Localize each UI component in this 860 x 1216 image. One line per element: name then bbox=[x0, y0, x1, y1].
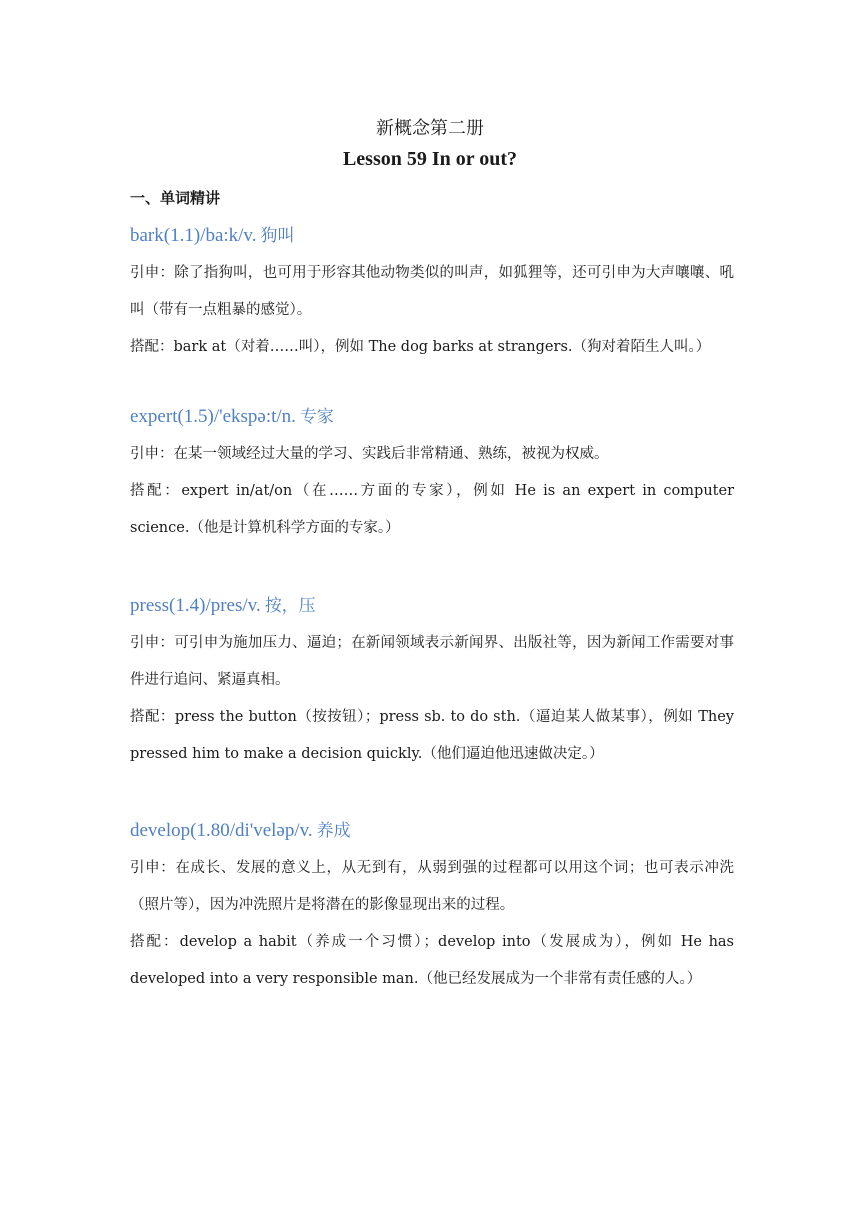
extension-label: 引申： bbox=[130, 635, 175, 651]
entry-headword-line bbox=[130, 591, 734, 621]
collocation-label: 搭配： bbox=[130, 934, 180, 950]
lesson-title: Lesson 59 In or out? bbox=[342, 148, 518, 170]
extension-label: 引申： bbox=[130, 265, 175, 281]
collocation-label: 搭配： bbox=[130, 483, 182, 499]
collocation-text: press the button（按按钮）；press sb. to do sth.（逼迫某人做某事），例如 They pressed him to make a decision quickly.（他们逼迫他迅速做决定。） bbox=[130, 709, 735, 762]
headword-meaning: 专家 bbox=[299, 407, 334, 427]
extension-text: 除了指狗叫，也可用于形容其他动物类似的叫声，如狐狸等，还可引申为大声嚷嚷、吼叫（带有一点粗暴的感觉）。 bbox=[130, 265, 735, 318]
collocation-text: bark at（对着……叫），例如 The dog barks at strangers.（狗对着陌生人叫。） bbox=[173, 339, 711, 355]
collocation-text: expert in/at/on（在……方面的专家），例如 He is an expert in computer science.（他是计算机科学方面的专家。） bbox=[130, 483, 734, 536]
extension-paragraph bbox=[130, 850, 734, 924]
collocation-paragraph bbox=[130, 699, 734, 773]
extension-text: 在某一领域经过大量的学习、实践后非常精通、熟练，被视为权威。 bbox=[173, 446, 609, 462]
collocation-label: 搭配： bbox=[130, 339, 174, 355]
collocation-text: develop a habit（养成一个习惯）；develop into（发展成为），例如 He has developed into a very responsible man.（他已经发展成为一个非常有责任感的人。） bbox=[130, 934, 735, 987]
word-entry-bark bbox=[130, 221, 734, 366]
entry-headword-line bbox=[130, 402, 734, 432]
headword-meaning: 狗叫 bbox=[260, 226, 295, 246]
word-entry-develop bbox=[130, 816, 734, 998]
headword: develop(1.80/di'veləp/v. bbox=[130, 820, 313, 841]
headword: bark(1.1)/ba:k/v. bbox=[130, 225, 257, 246]
extension-paragraph bbox=[130, 625, 734, 699]
extension-text: 可引申为施加压力、逼迫；在新闻领域表示新闻界、出版社等，因为新闻工作需要对事件进行追问、紧逼真相。 bbox=[130, 635, 735, 688]
extension-label: 引申： bbox=[130, 446, 174, 462]
headword-meaning: 养成 bbox=[316, 821, 351, 841]
section-heading: 一、单词精讲 bbox=[130, 189, 221, 207]
collocation-paragraph bbox=[130, 329, 734, 366]
book-title: 新概念第二册 bbox=[376, 118, 484, 139]
extension-text: 在成长、发展的意义上，从无到有，从弱到强的过程都可以用这个词；也可表示冲洗（照片等），因为冲洗照片是将潜在的影像显现出来的过程。 bbox=[130, 860, 735, 913]
extension-label: 引申： bbox=[130, 860, 176, 876]
extension-paragraph bbox=[130, 436, 734, 473]
word-entry-press bbox=[130, 591, 734, 773]
headword-meaning: 按，压 bbox=[264, 596, 316, 616]
collocation-paragraph bbox=[130, 924, 734, 998]
collocation-paragraph bbox=[130, 473, 734, 547]
entry-headword-line bbox=[130, 221, 734, 251]
collocation-label: 搭配： bbox=[130, 709, 175, 725]
word-entry-expert bbox=[130, 402, 734, 547]
extension-paragraph bbox=[130, 255, 734, 329]
headword: expert(1.5)/'ekspə:t/n. bbox=[130, 406, 296, 427]
entry-headword-line bbox=[130, 816, 734, 846]
headword: press(1.4)/pres/v. bbox=[130, 595, 261, 616]
